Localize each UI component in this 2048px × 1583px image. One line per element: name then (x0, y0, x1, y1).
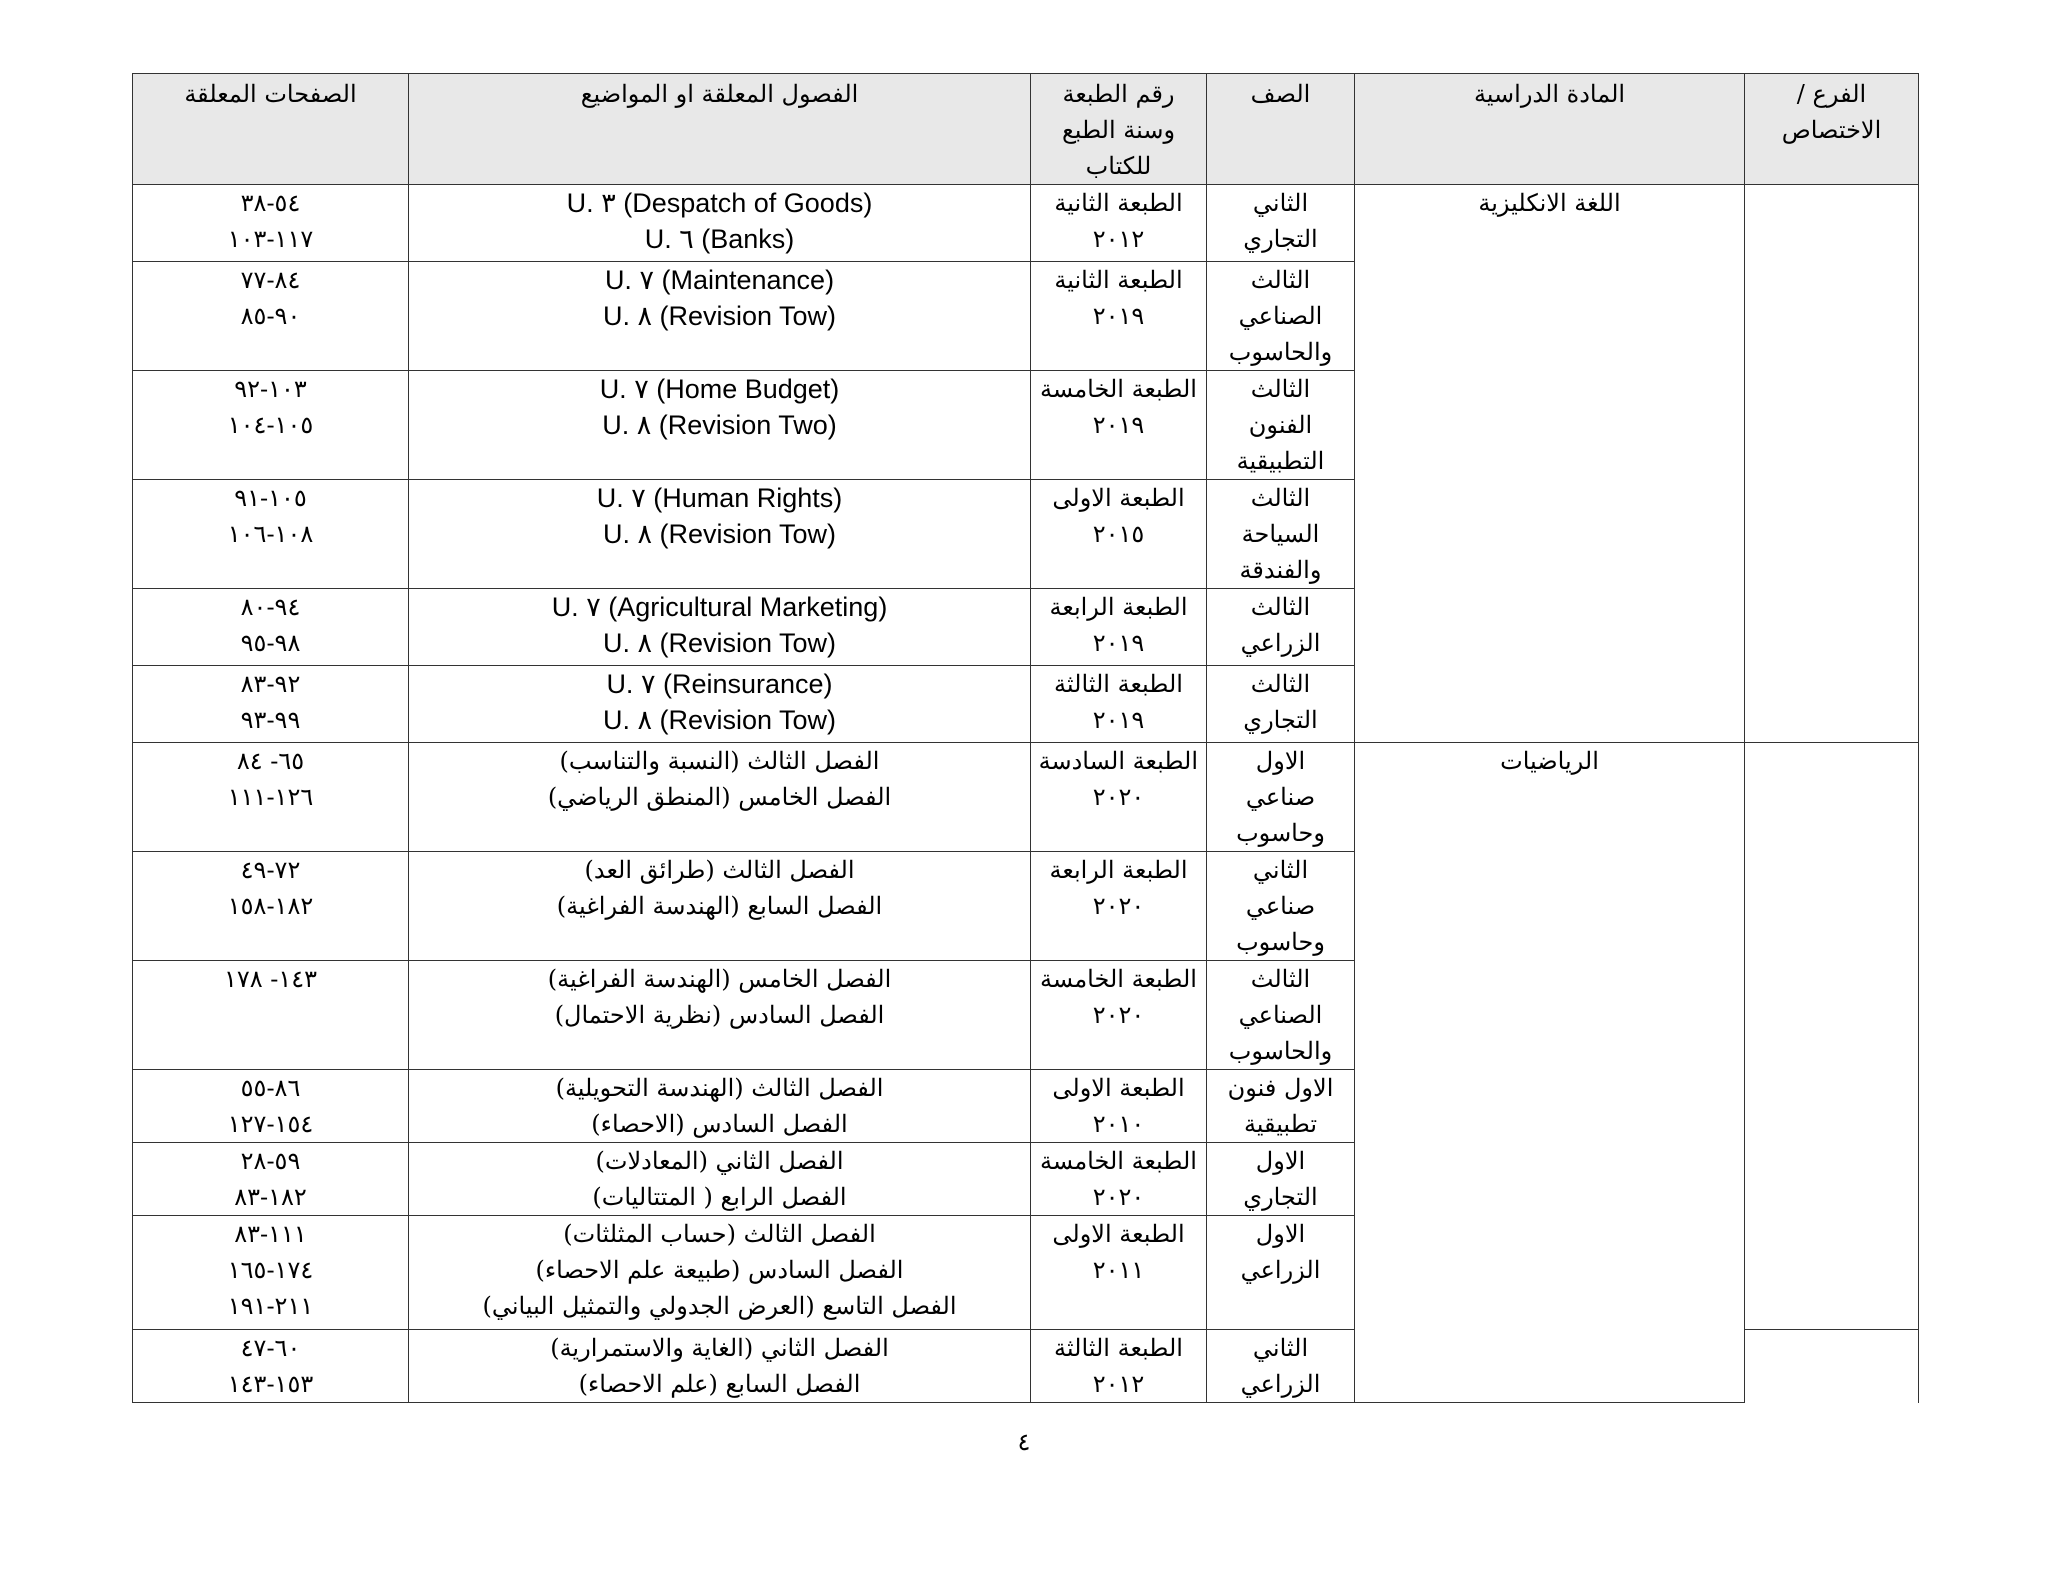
cell-line: U. ٨ (Revision Tow) (602, 301, 837, 331)
grade-cell (1207, 589, 1355, 666)
cell-line: التجاري (1243, 1183, 1318, 1211)
cell-line: الثاني (1252, 856, 1309, 884)
table-body (133, 185, 1919, 1403)
cell-line: ١٠٨-١٠٦ (227, 520, 314, 548)
cell-line: ١١٧-١٠٣ (227, 225, 314, 253)
header-subject: المادة الدراسية (1355, 74, 1745, 185)
cell-line: ١٤٣- ١٧٨ (223, 965, 318, 993)
cell-line: ٩٤-٨٠ (240, 593, 301, 621)
cell-line: الفصل الرابع ( المتتاليات) (592, 1183, 847, 1211)
topics-cell (409, 1216, 1031, 1330)
cell-line: الاول (1255, 1147, 1306, 1175)
cell-line: الطبعة الخامسة (1040, 965, 1197, 993)
edition-cell (1031, 852, 1207, 961)
cell-line: الطبعة الاولى (1052, 484, 1185, 512)
cell-line: ٢٠١٢ (1092, 1370, 1145, 1398)
grade-cell (1207, 185, 1355, 262)
suspended-chapters-table (132, 73, 1919, 1403)
cell-line: ١٧٤-١٦٥ (227, 1256, 314, 1284)
branch-cell (1745, 1330, 1919, 1403)
cell-line: الطبعة الثالثة (1054, 670, 1183, 698)
grade-cell (1207, 1216, 1355, 1330)
topics-cell (409, 852, 1031, 961)
edition-cell (1031, 480, 1207, 589)
cell-line: ٥٩-٢٨ (240, 1147, 301, 1175)
cell-line: الزراعي (1240, 629, 1321, 657)
edition-cell (1031, 1216, 1207, 1330)
grade-cell (1207, 743, 1355, 852)
cell-line: الفصل السابع (علم الاحصاء) (578, 1370, 861, 1398)
cell-line: الفصل الثاني (المعادلات) (595, 1147, 844, 1175)
topics-cell (409, 1143, 1031, 1216)
edition-cell (1031, 666, 1207, 743)
cell-line: ٩٩-٩٣ (240, 706, 301, 734)
cell-line: الثالث (1250, 266, 1311, 294)
grade-cell (1207, 666, 1355, 743)
cell-line: ١٨٢-١٥٨ (227, 892, 314, 920)
grade-cell (1207, 961, 1355, 1070)
cell-line: تطبيقية (1243, 1110, 1318, 1138)
edition-cell (1031, 961, 1207, 1070)
cell-line: ٨٦-٥٥ (240, 1074, 301, 1102)
cell-line: ٢٠١٠ (1092, 1110, 1145, 1138)
edition-cell (1031, 371, 1207, 480)
pages-cell (133, 666, 409, 743)
cell-line: الصناعي (1238, 302, 1323, 330)
cell-line: U. ٨ (Revision Tow) (602, 519, 837, 549)
cell-line: ١٥٤-١٢٧ (227, 1110, 314, 1138)
edition-cell (1031, 1143, 1207, 1216)
cell-line: الطبعة الثانية (1054, 189, 1183, 217)
cell-line: ٢٠١٥ (1092, 520, 1145, 548)
cell-line: ٢٠١٩ (1092, 302, 1145, 330)
cell-line: الثاني (1252, 189, 1309, 217)
cell-line: ٦٠-٤٧ (240, 1334, 301, 1362)
pages-cell (133, 185, 409, 262)
pages-cell (133, 852, 409, 961)
cell-line: الاول (1255, 747, 1306, 775)
cell-line: ١٠٥-١٠٤ (227, 411, 314, 439)
cell-line: التجاري (1243, 225, 1318, 253)
pages-cell (133, 371, 409, 480)
cell-line: ٢٠٢٠ (1092, 783, 1145, 811)
subject-name: الرياضيات (1500, 747, 1599, 775)
pages-cell (133, 961, 409, 1070)
cell-line: السياحة (1241, 520, 1320, 548)
header-pages: الصفحات المعلقة (133, 74, 409, 185)
cell-line: الفصل السادس (نظرية الاحتمال) (554, 1001, 885, 1029)
cell-line: الفصل التاسع (العرض الجدولي والتمثيل البياني) (482, 1292, 957, 1320)
cell-line: الثالث (1250, 484, 1311, 512)
cell-line: والحاسوب (1228, 338, 1333, 366)
cell-line: الطبعة الخامسة (1040, 1147, 1197, 1175)
header-topics: الفصول المعلقة او المواضيع (409, 74, 1031, 185)
topics-cell (409, 743, 1031, 852)
subject-name: اللغة الانكليزية (1478, 189, 1621, 217)
pages-cell (133, 1216, 409, 1330)
topics-cell (409, 262, 1031, 371)
topics-cell (409, 961, 1031, 1070)
subject-cell (1355, 743, 1745, 1403)
cell-line: الثالث (1250, 670, 1311, 698)
grade-cell (1207, 371, 1355, 480)
grade-cell (1207, 852, 1355, 961)
pages-cell (133, 1143, 409, 1216)
cell-line: صناعي (1245, 892, 1316, 920)
cell-line: ١٠٥-٩١ (234, 484, 307, 512)
pages-cell (133, 262, 409, 371)
cell-line: الثالث (1250, 593, 1311, 621)
cell-line: U. ٧ (Human Rights) (596, 483, 843, 513)
header-edition: رقم الطبعة وسنة الطبع للكتاب (1031, 74, 1207, 185)
cell-line: ١٢٦-١١١ (227, 783, 314, 811)
cell-line: ٢٠١٩ (1092, 629, 1145, 657)
cell-line: U. ٨ (Revision Two) (602, 410, 837, 440)
grade-cell (1207, 262, 1355, 371)
cell-line: ٢٠١٩ (1092, 411, 1145, 439)
cell-line: الاول (1255, 1220, 1306, 1248)
cell-line: الثاني (1252, 1334, 1309, 1362)
cell-line: U. ٧ (Maintenance) (604, 265, 835, 295)
cell-line: الفصل الثاني (الغاية والاستمرارية) (550, 1334, 889, 1362)
edition-cell (1031, 1070, 1207, 1143)
pages-cell (133, 589, 409, 666)
branch-cell (1745, 743, 1919, 1330)
cell-line: الطبعة الرابعة (1049, 593, 1188, 621)
pages-cell (133, 743, 409, 852)
cell-line: الصناعي (1238, 1001, 1323, 1029)
cell-line: الفصل الثالث (طرائق العد) (584, 856, 855, 884)
topics-cell (409, 589, 1031, 666)
cell-line: الزراعي (1240, 1256, 1321, 1284)
cell-line: الفصل السادس (طبيعة علم الاحصاء) (535, 1256, 904, 1284)
cell-line: الطبعة الثانية (1054, 266, 1183, 294)
header-branch: الفرع / الاختصاص (1745, 74, 1919, 185)
cell-line: الثالث (1250, 375, 1311, 403)
cell-line: الاول فنون (1227, 1074, 1334, 1102)
cell-line: ١٥٣-١٤٣ (227, 1370, 314, 1398)
edition-cell (1031, 185, 1207, 262)
cell-line: U. ٣ (Despatch of Goods) (566, 188, 873, 218)
topics-cell (409, 185, 1031, 262)
table-row (133, 185, 1919, 262)
cell-line: التجاري (1243, 706, 1318, 734)
pages-cell (133, 1330, 409, 1403)
cell-line: الطبعة الاولى (1052, 1074, 1185, 1102)
cell-line: والفندقة (1239, 556, 1322, 584)
cell-line: U. ٧ (Agricultural Marketing) (551, 592, 888, 622)
cell-line: الطبعة الثالثة (1054, 1334, 1183, 1362)
cell-line: ٢٠١٢ (1092, 225, 1145, 253)
cell-line: الفصل السادس (الاحصاء) (591, 1110, 848, 1138)
cell-line: ١٨٢-٨٣ (234, 1183, 307, 1211)
cell-line: ٢٠٢٠ (1092, 1001, 1145, 1029)
cell-line: ٩٢-٨٣ (240, 670, 301, 698)
cell-line: U. ٦ (Banks) (644, 224, 795, 254)
page-number: ٤ (1017, 1428, 1031, 1456)
cell-line: الفصل الثالث (الهندسة التحويلية) (555, 1074, 884, 1102)
edition-cell (1031, 589, 1207, 666)
cell-line: الفنون (1248, 411, 1313, 439)
branch-cell (1745, 185, 1919, 743)
cell-line: الطبعة السادسة (1038, 747, 1198, 775)
cell-line: U. ٧ (Home Budget) (599, 374, 840, 404)
cell-line: الثالث (1250, 965, 1311, 993)
cell-line: الطبعة الاولى (1052, 1220, 1185, 1248)
topics-cell (409, 666, 1031, 743)
cell-line: وحاسوب (1236, 928, 1325, 956)
cell-line: الزراعي (1240, 1370, 1321, 1398)
cell-line: الفصل السابع (الهندسة الفراغية) (556, 892, 883, 920)
grade-cell (1207, 1070, 1355, 1143)
grade-cell (1207, 480, 1355, 589)
cell-line: ٥٤-٣٨ (240, 189, 301, 217)
cell-line: وحاسوب (1236, 819, 1325, 847)
cell-line: ٩٨-٩٥ (240, 629, 301, 657)
pages-cell (133, 480, 409, 589)
cell-line: ٢٠٢٠ (1092, 1183, 1145, 1211)
edition-cell (1031, 743, 1207, 852)
grade-cell (1207, 1330, 1355, 1403)
cell-line: U. ٨ (Revision Tow) (602, 705, 837, 735)
cell-line: الفصل الخامس (المنطق الرياضي) (547, 783, 892, 811)
topics-cell (409, 1070, 1031, 1143)
cell-line: ٢٠١٩ (1092, 706, 1145, 734)
cell-line: ١١١-٨٣ (234, 1220, 307, 1248)
header-row (133, 74, 1919, 185)
cell-line: التطبيقية (1236, 447, 1325, 475)
pages-cell (133, 1070, 409, 1143)
subject-cell (1355, 185, 1745, 743)
cell-line: U. ٨ (Revision Tow) (602, 628, 837, 658)
cell-line: الطبعة الخامسة (1040, 375, 1197, 403)
table-row (133, 743, 1919, 852)
topics-cell (409, 371, 1031, 480)
topics-cell (409, 480, 1031, 589)
cell-line: ٧٢-٤٩ (240, 856, 301, 884)
cell-line: ٩٠-٨٥ (240, 302, 301, 330)
edition-cell (1031, 262, 1207, 371)
cell-line: الفصل الخامس (الهندسة الفراغية) (547, 965, 892, 993)
cell-line: والحاسوب (1228, 1037, 1333, 1065)
edition-cell (1031, 1330, 1207, 1403)
cell-line: صناعي (1245, 783, 1316, 811)
cell-line: الفصل الثالث (حساب المثلثات) (563, 1220, 876, 1248)
cell-line: U. ٧ (Reinsurance) (606, 669, 833, 699)
cell-line: ٨٤-٧٧ (240, 266, 301, 294)
cell-line: ٢١١-١٩١ (227, 1292, 314, 1320)
cell-line: الفصل الثالث (النسبة والتناسب) (559, 747, 880, 775)
grade-cell (1207, 1143, 1355, 1216)
cell-line: ٢٠١١ (1092, 1256, 1145, 1284)
topics-cell (409, 1330, 1031, 1403)
cell-line: ٢٠٢٠ (1092, 892, 1145, 920)
cell-line: الطبعة الرابعة (1049, 856, 1188, 884)
cell-line: ١٠٣-٩٢ (234, 375, 307, 403)
cell-line: ٦٥- ٨٤ (236, 747, 305, 775)
header-grade: الصف (1207, 74, 1355, 185)
